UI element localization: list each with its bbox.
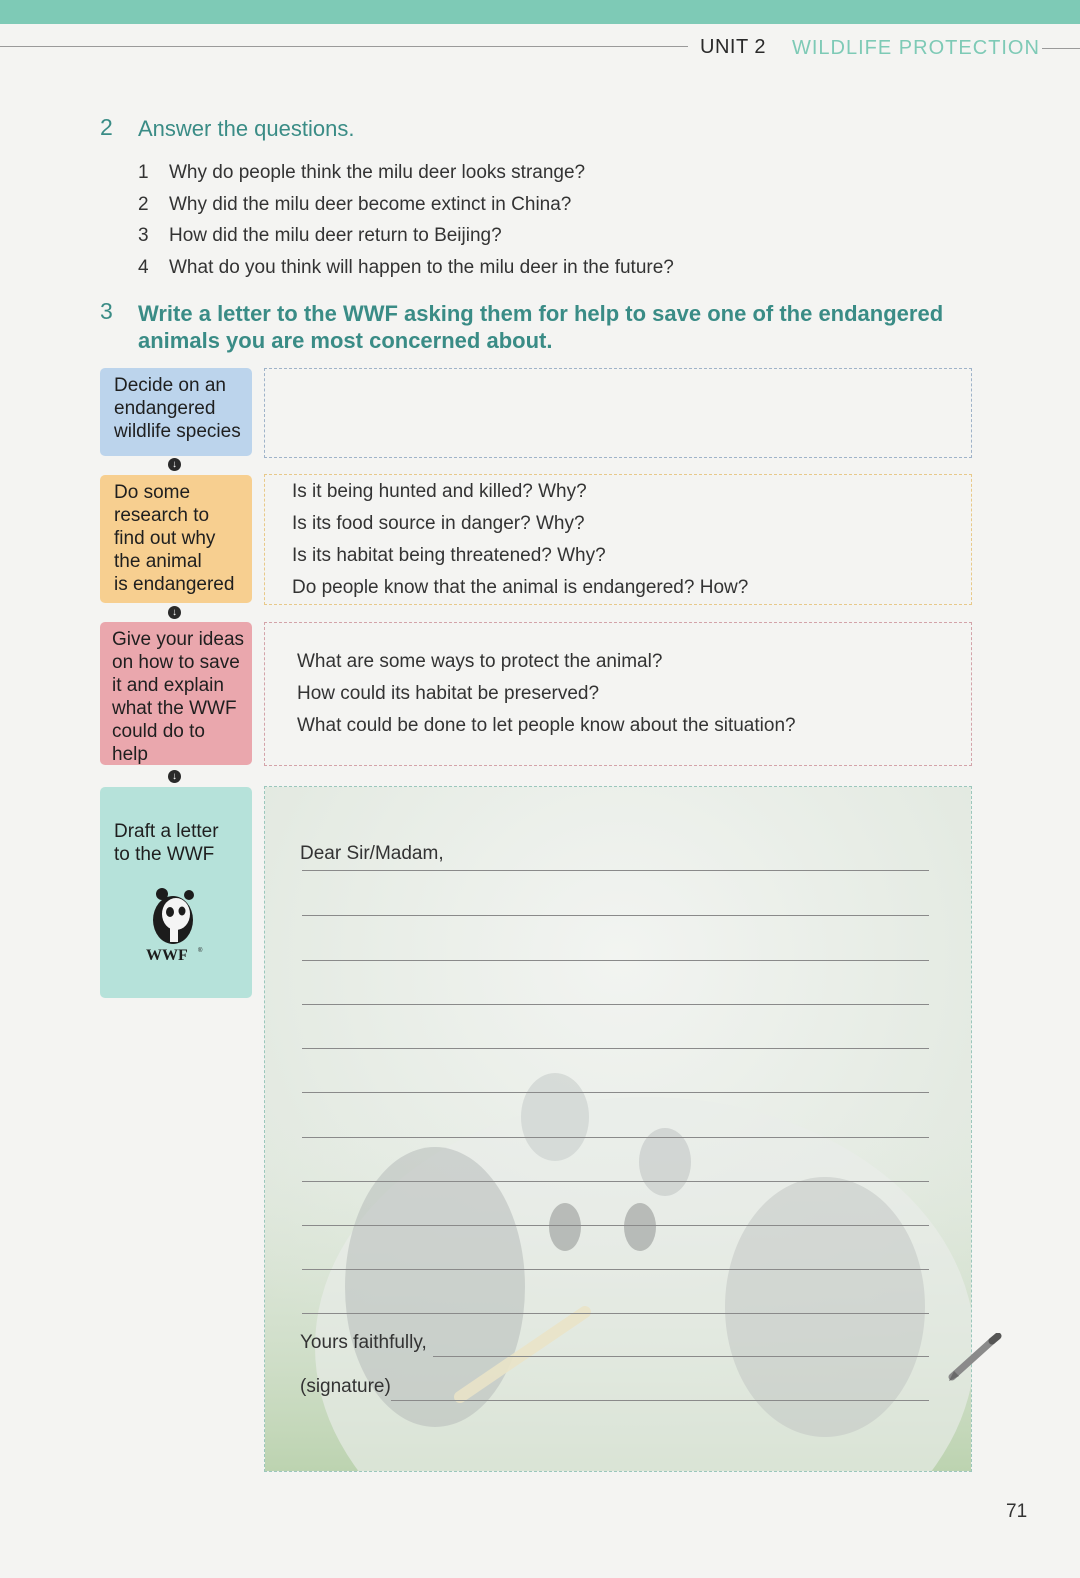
writing-line: [302, 870, 929, 871]
unit-title: WILDLIFE PROTECTION: [792, 37, 1040, 59]
pencil-icon: [946, 1333, 1006, 1383]
letter-draft-area[interactable]: [264, 786, 972, 1472]
writing-line: [302, 1092, 929, 1093]
question-item: [138, 162, 674, 194]
research-prompts-box: [264, 474, 972, 605]
step-text: on how to save: [112, 652, 240, 673]
question-number: 4: [138, 256, 149, 278]
unit-label: UNIT 2: [700, 36, 766, 58]
step-text: wildlife species: [114, 421, 241, 442]
question-text: Why do people think the milu deer looks strange?: [169, 162, 586, 183]
prompt-text: What are some ways to protect the animal?: [297, 651, 663, 672]
ideas-prompts-box: [264, 622, 972, 766]
writing-line: [302, 1048, 929, 1049]
panda-photo: [265, 787, 972, 1472]
prompt-text: Do people know that the animal is endangered? How?: [292, 577, 749, 598]
page-number: 71: [1006, 1501, 1028, 1522]
writing-line: [302, 1004, 929, 1005]
step-text: Do some: [114, 482, 191, 503]
writing-line: [302, 1181, 929, 1182]
question-item: [138, 257, 674, 289]
letter-signature: (signature): [300, 1376, 391, 1397]
section-3-title-line-1: Write a letter to the WWF asking them for help to save one of the endangered: [138, 301, 944, 326]
step-decide-species: [100, 368, 252, 456]
prompt-text: Is its food source in danger? Why?: [292, 513, 585, 534]
writing-line: [302, 1269, 929, 1270]
arrow-down-icon: ↓: [168, 606, 181, 619]
writing-line: [433, 1356, 929, 1357]
step-text: Give your ideas: [112, 629, 245, 650]
header-rule-right: [1042, 48, 1080, 49]
question-item: [138, 194, 674, 226]
question-text: How did the milu deer return to Beijing?: [169, 225, 502, 246]
prompt-text: Is it being hunted and killed? Why?: [292, 481, 587, 502]
top-color-bar: [0, 0, 1080, 24]
header-rule: [0, 46, 688, 47]
writing-line: [302, 1225, 929, 1226]
section-2-title: Answer the questions.: [138, 116, 355, 141]
arrow-down-icon: ↓: [168, 458, 181, 471]
step-text: research to: [114, 505, 210, 526]
step-text: what the WWF: [112, 698, 237, 719]
question-text: Why did the milu deer become extinct in China?: [169, 193, 572, 215]
arrow-down-icon: ↓: [168, 770, 181, 783]
step-ideas: [100, 622, 252, 765]
step-text: endangered: [114, 398, 216, 419]
question-text: What do you think will happen to the milu deer in the future?: [169, 256, 674, 278]
step-text: could do to help: [112, 721, 205, 765]
question-list: [138, 162, 674, 288]
prompt-text: Is its habitat being threatened? Why?: [292, 545, 606, 566]
section-3-title-line-2: animals you are most concerned about.: [138, 328, 553, 353]
question-number: 1: [138, 162, 149, 183]
letter-closing: Yours faithfully,: [300, 1332, 427, 1353]
registered-mark: ®: [198, 948, 203, 954]
step-text: is endangered: [114, 574, 235, 595]
letter-salutation: Dear Sir/Madam,: [300, 843, 444, 864]
writing-line: [302, 915, 929, 916]
step-research: [100, 475, 252, 603]
writing-line: [302, 960, 929, 961]
species-answer-box[interactable]: [264, 368, 972, 458]
step-text: Draft a letter: [114, 821, 219, 842]
prompt-text: How could its habitat be preserved?: [297, 683, 600, 704]
writing-line: [391, 1400, 929, 1401]
step-text: the animal: [114, 551, 202, 572]
prompt-text: What could be done to let people know about the situation?: [297, 715, 796, 736]
step-text: Decide on an: [114, 375, 226, 396]
writing-line: [302, 1313, 929, 1314]
question-number: 2: [138, 193, 149, 215]
wwf-logo-text: WWF: [146, 947, 188, 964]
step-text: to the WWF: [114, 844, 215, 865]
writing-line: [302, 1137, 929, 1138]
panda-logo-icon: [140, 884, 210, 964]
step-text: find out why: [114, 528, 216, 549]
section-2-number: 2: [100, 114, 113, 140]
question-number: 3: [138, 225, 149, 246]
section-3-number: 3: [100, 298, 113, 324]
step-text: it and explain: [112, 675, 224, 696]
question-item: [138, 225, 674, 257]
